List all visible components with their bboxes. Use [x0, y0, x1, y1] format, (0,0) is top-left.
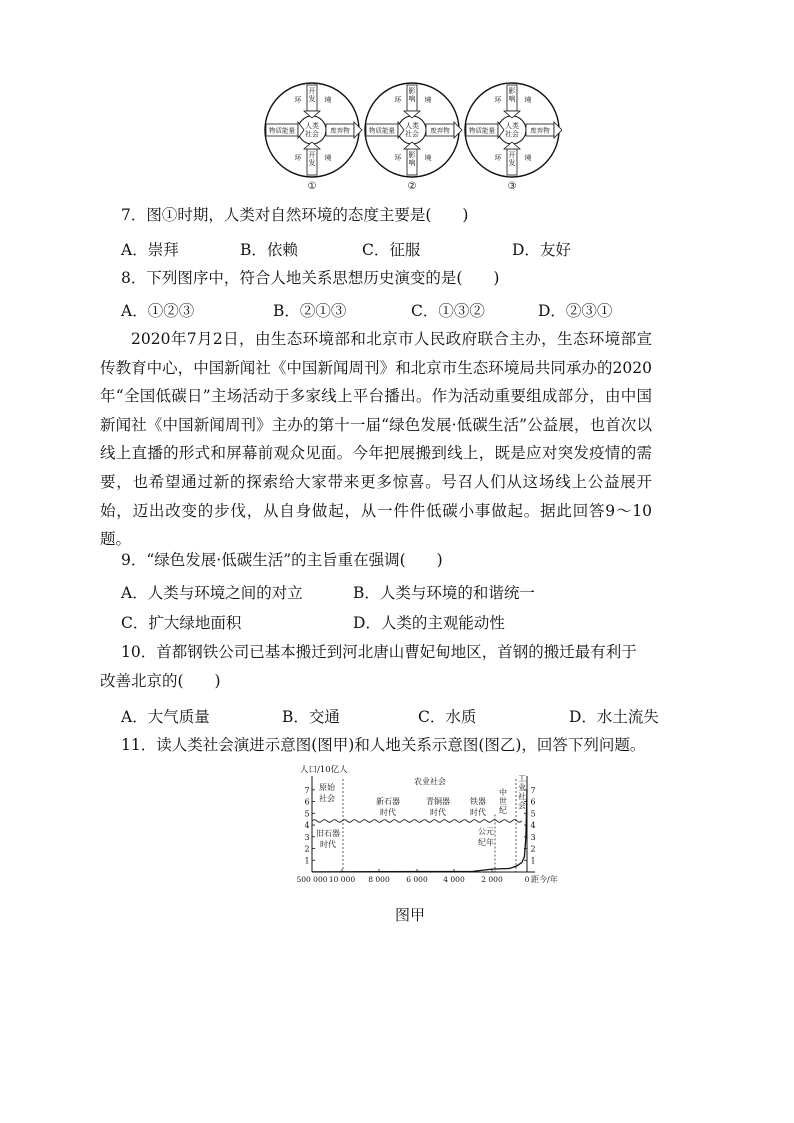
- label-bottom-left: 环: [294, 154, 302, 162]
- period-label-ad: 纪年: [478, 838, 494, 847]
- q10-option-b[interactable]: B．交通: [282, 708, 340, 726]
- y-tick-label-right: 3: [530, 832, 536, 842]
- y-axis-label: 人口/10亿人: [300, 765, 348, 775]
- x-tick-label: 8 000: [368, 875, 390, 884]
- label-center-2: 社会: [505, 130, 519, 138]
- label-right-flow: 废弃物: [430, 126, 450, 135]
- reading-passage: 2020年7月2日，由生态环境部和北京市人民政府联合主办，生态环境部宣传教育中心，中国新闻社《中国新闻周刊》和北京市生态环境局共同承办的2020年“全国低碳日”主场活动于多家线上平台播出。作为活动重要组成部分，由中国新闻社《中国新闻周刊》主办的第十一届“绿色发展·低碳生活”公益展，也首次以线上直播的形式和屏幕前观众见面。今年把展搬到线上，既是应对突发疫情的需要，也希望通过新的探索给大家带来更多惊喜。号召人们从这场线上公益展开始，迈出改变的步伐，从自身做起，从一件件低碳小事做起。据此回答9～10题。: [100, 330, 652, 549]
- y-tick-label: 6: [304, 797, 310, 807]
- x-tick-label: 10 000: [328, 875, 356, 884]
- q10-option-c[interactable]: C．水质: [418, 708, 477, 726]
- period-label-iron: 时代: [470, 808, 486, 817]
- y-tick-label-right: 4: [530, 821, 536, 831]
- svg-text:影: 影: [408, 87, 416, 95]
- chart-caption: 图甲: [395, 906, 426, 924]
- diagram-2: [365, 83, 462, 192]
- q11-stem: 11．读人类社会演进示意图(图甲)和人地关系示意图(图乙)，回答下列问题。: [121, 736, 646, 754]
- period-label-neolithic: 新石器: [376, 797, 400, 806]
- y-tick-label-right: 6: [530, 797, 536, 807]
- svg-text:响: 响: [408, 159, 416, 167]
- label-bottom-left: 环: [494, 154, 502, 162]
- x-tick-label: 500 000: [296, 875, 328, 884]
- q9-option-c[interactable]: C．扩大绿地面积: [121, 614, 242, 632]
- x-axis-label: 距今/年: [531, 875, 558, 884]
- svg-text:业: 业: [518, 783, 526, 792]
- svg-text:工: 工: [518, 774, 526, 783]
- period-label-bronze: 时代: [430, 808, 446, 817]
- label-left-flow: 物质能量: [469, 126, 495, 135]
- q8-option-a[interactable]: A．①②③: [121, 302, 195, 320]
- period-label-paleolithic: 旧石器: [316, 829, 340, 838]
- x-tick-label: 2 000: [481, 875, 503, 884]
- period-divider: [312, 820, 522, 823]
- era-label-primitive: 社会: [319, 794, 335, 803]
- label-top-right: 境: [524, 96, 532, 104]
- svg-text:影: 影: [408, 151, 416, 159]
- y-tick-label-right: 5: [530, 809, 536, 819]
- svg-text:开: 开: [308, 87, 316, 95]
- label-bottom-arrow: [509, 151, 516, 167]
- svg-text:响: 响: [508, 95, 516, 103]
- period-label-ad: 公元: [478, 827, 494, 836]
- q8-stem: 8．下列图序中，符合人地关系思想历史演变的是( ): [121, 269, 500, 287]
- svg-text:社: 社: [518, 792, 526, 801]
- y-tick-label-right: 1: [530, 856, 536, 866]
- label-center-2: 社会: [305, 130, 319, 138]
- label-left-flow: 物质能量: [269, 126, 295, 135]
- x-tick-label: 0: [524, 875, 530, 884]
- y-tick-label: 5: [304, 809, 310, 819]
- label-top-arrow: [309, 87, 316, 103]
- q10-stem: 10．首都钢铁公司已基本搬迁到河北唐山曹妃甸地区，首钢的搬迁最有利于改善北京的( ): [100, 643, 637, 690]
- q7-option-d[interactable]: D．友好: [512, 241, 571, 259]
- q9-stem: 9．“绿色发展·低碳生活”的主旨重在强调( ): [121, 551, 443, 569]
- label-top-arrow: [509, 86, 516, 103]
- label-center-1: 人类: [405, 122, 419, 130]
- svg-text:开: 开: [308, 151, 316, 159]
- q7-stem: 7．图①时期，人类对自然环境的态度主要是( ): [121, 206, 469, 224]
- label-center-1: 人类: [505, 122, 519, 130]
- label-top-left: 环: [294, 96, 302, 104]
- q7-option-b[interactable]: B．依赖: [240, 241, 298, 259]
- y-tick-label: 4: [304, 821, 310, 831]
- diagram-number: ②: [407, 181, 417, 192]
- y-tick-label-right: 2: [530, 844, 536, 854]
- label-left-flow: 物质能量: [369, 126, 395, 135]
- label-top-left: 环: [394, 96, 402, 104]
- q9-option-b[interactable]: B．人类与环境的和谐统一: [353, 584, 535, 602]
- label-right-flow: 废弃物: [530, 126, 550, 135]
- label-center-2: 社会: [405, 130, 419, 138]
- x-tick-label: 6 000: [406, 875, 428, 884]
- era-label-agricultural: 农业社会: [414, 777, 446, 786]
- svg-text:发: 发: [308, 159, 316, 167]
- period-label-paleolithic: 时代: [320, 840, 336, 849]
- svg-text:开: 开: [508, 151, 516, 159]
- era-label-industrial: [518, 774, 526, 810]
- era-label-primitive: 原始: [319, 783, 335, 792]
- label-top-right: 境: [324, 96, 332, 104]
- period-label-medieval: [499, 787, 507, 815]
- period-label-neolithic: 时代: [380, 808, 396, 817]
- period-label-iron: 铁器: [470, 797, 486, 806]
- svg-text:世: 世: [499, 797, 507, 806]
- y-tick-label: 7: [304, 785, 310, 795]
- label-center-1: 人类: [305, 122, 319, 130]
- diagram-group: [262, 80, 562, 195]
- label-right-flow: 废弃物: [330, 126, 350, 135]
- y-tick-label-right: 7: [530, 785, 536, 795]
- svg-text:发: 发: [508, 159, 516, 167]
- q8-option-b[interactable]: B．②①③: [273, 302, 347, 320]
- label-bottom-right: 境: [324, 154, 332, 162]
- svg-text:纪: 纪: [499, 806, 507, 815]
- label-bottom-right: 境: [524, 154, 532, 162]
- diagram-number: ③: [507, 181, 517, 192]
- period-label-bronze: 青铜器: [426, 797, 450, 806]
- x-tick-label: 4 000: [443, 875, 465, 884]
- q9-option-d[interactable]: D．人类的主观能动性: [353, 614, 505, 632]
- q8-option-d[interactable]: D．②③①: [538, 302, 613, 320]
- label-top-arrow: [409, 86, 416, 103]
- y-tick-label: 2: [304, 844, 310, 854]
- svg-text:响: 响: [408, 95, 416, 103]
- label-bottom-arrow: [409, 150, 416, 167]
- y-tick-label: 3: [304, 832, 310, 842]
- q10-option-d[interactable]: D．水土流失: [569, 708, 659, 726]
- label-top-left: 环: [494, 96, 502, 104]
- q10-option-a[interactable]: A．大气质量: [121, 708, 210, 726]
- q7-option-a[interactable]: A．崇拜: [121, 241, 179, 259]
- q8-option-c[interactable]: C．①③②: [411, 302, 485, 320]
- label-bottom-arrow: [309, 151, 316, 167]
- svg-text:会: 会: [518, 801, 526, 810]
- diagram-3: [465, 83, 562, 192]
- population-chart: [290, 762, 580, 897]
- q9-option-a[interactable]: A．人类与环境之间的对立: [121, 584, 303, 602]
- label-top-right: 境: [424, 96, 432, 104]
- svg-text:中: 中: [499, 788, 507, 797]
- diagram-1: [265, 83, 362, 192]
- svg-text:发: 发: [308, 95, 316, 103]
- q7-option-c[interactable]: C．征服: [362, 241, 421, 259]
- y-tick-label: 1: [304, 856, 310, 866]
- svg-text:影: 影: [508, 87, 516, 95]
- label-bottom-right: 境: [424, 154, 432, 162]
- diagram-number: ①: [307, 181, 317, 192]
- label-bottom-left: 环: [394, 154, 402, 162]
